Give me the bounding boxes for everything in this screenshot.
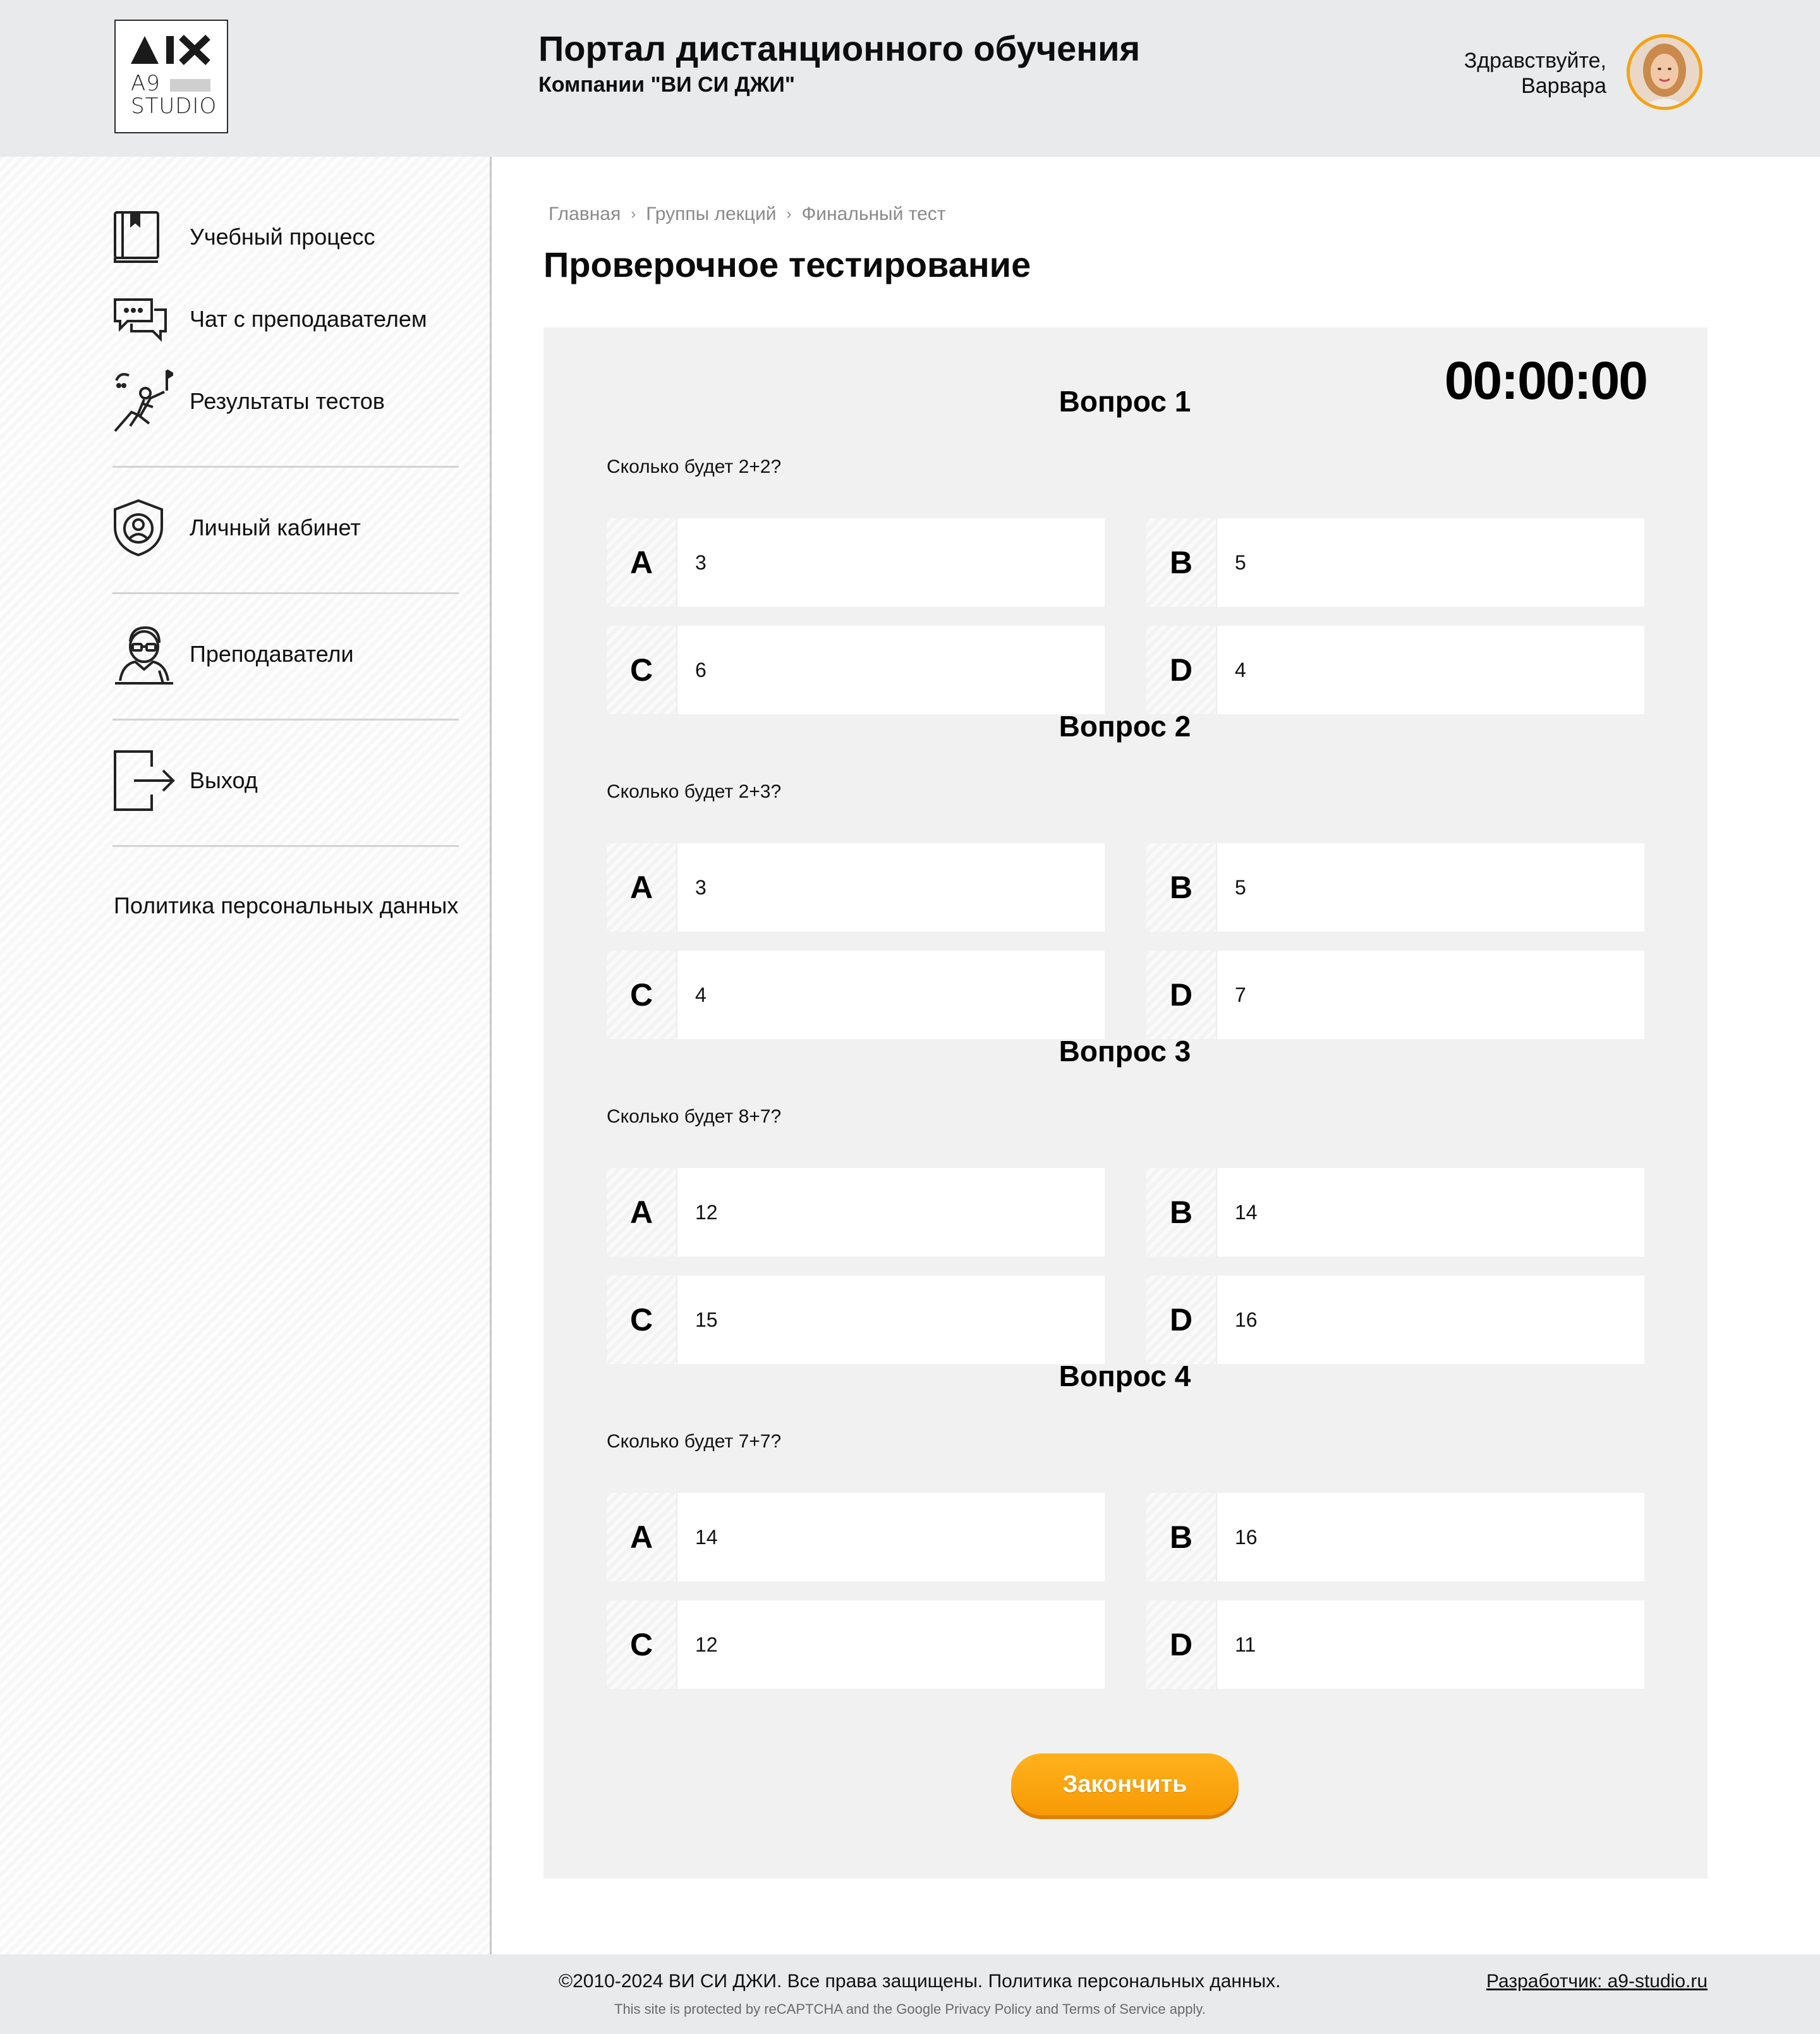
user-avatar-icon <box>1630 37 1699 107</box>
breadcrumb-lecture-groups[interactable]: Группы лекций <box>646 204 777 224</box>
user-name: Варвара <box>1521 74 1606 98</box>
answer-letter: B <box>1146 1168 1217 1257</box>
answer-letter: D <box>1146 626 1217 714</box>
chat-icon <box>112 288 176 351</box>
answer-option[interactable] <box>607 1276 1105 1364</box>
answer-value: 14 <box>1235 1200 1258 1224</box>
portal-title: Портал дистанционного обучения <box>538 28 1141 68</box>
sidebar-item-label: Личный кабинет <box>190 515 361 540</box>
logout-icon <box>112 749 176 812</box>
sidebar-item-learning[interactable] <box>112 205 466 269</box>
answer-option[interactable] <box>607 1168 1105 1257</box>
greeting-text: Здравствуйте, <box>1464 49 1606 73</box>
answer-letter: A <box>607 1168 677 1257</box>
portal-subtitle: Компании "ВИ СИ ДЖИ" <box>538 73 795 97</box>
answer-option[interactable] <box>1146 626 1644 714</box>
sidebar-divider <box>112 845 459 847</box>
answer-option[interactable] <box>1146 951 1644 1039</box>
sidebar-item-chat[interactable] <box>112 288 466 351</box>
sidebar-divider <box>112 466 459 468</box>
logo-text-a9: A9 <box>131 71 161 96</box>
breadcrumb <box>549 204 946 225</box>
sidebar-item-results[interactable] <box>112 370 466 433</box>
chevron-right-icon: › <box>786 205 792 222</box>
answer-value: 16 <box>1235 1308 1258 1331</box>
privacy-policy-link[interactable]: Политика персональных данных <box>114 892 459 918</box>
answer-value: 12 <box>695 1633 718 1656</box>
answer-option[interactable] <box>1146 1168 1644 1257</box>
answer-option[interactable] <box>1146 1276 1644 1364</box>
answer-value: 15 <box>695 1308 718 1331</box>
book-icon <box>112 205 176 269</box>
answer-option[interactable] <box>1146 518 1644 607</box>
sidebar-divider <box>112 592 459 594</box>
footer-recaptcha-notice: This site is protected by reCAPTCHA and the Google Privacy Policy and Terms of Service apply. <box>614 2001 1206 2017</box>
footer <box>0 1954 1820 2034</box>
answer-value: 5 <box>1235 551 1246 574</box>
page-title: Проверочное тестирование <box>543 245 1031 284</box>
answer-letter: A <box>607 1493 677 1581</box>
answer-option[interactable] <box>607 1493 1105 1581</box>
answer-value: 5 <box>1235 875 1246 899</box>
answer-value: 7 <box>1235 983 1246 1006</box>
user-greeting <box>1354 48 1606 99</box>
question-title: Вопрос 1 <box>1059 385 1191 418</box>
finish-button[interactable]: Закончить <box>1011 1753 1239 1815</box>
question-text: Сколько будет 8+7? <box>607 1106 782 1127</box>
question-title: Вопрос 2 <box>1059 710 1191 743</box>
answer-option[interactable] <box>1146 1600 1644 1689</box>
logo-mark-icon <box>116 21 229 71</box>
logo-text-studio: STUDIO <box>131 94 217 119</box>
sidebar-item-label: Преподаватели <box>190 641 354 667</box>
answer-option[interactable] <box>1146 1493 1644 1581</box>
answer-letter: D <box>1146 1600 1217 1689</box>
answer-letter: C <box>607 626 677 714</box>
question-title: Вопрос 3 <box>1059 1035 1191 1068</box>
answer-option[interactable] <box>607 518 1105 607</box>
question-title: Вопрос 4 <box>1059 1360 1191 1392</box>
answer-option[interactable] <box>607 626 1105 714</box>
company-logo[interactable] <box>114 20 228 133</box>
sidebar-item-logout[interactable] <box>112 749 466 812</box>
answer-option[interactable] <box>607 951 1105 1039</box>
answer-value: 3 <box>695 875 707 899</box>
answer-value: 6 <box>695 658 707 681</box>
answer-letter: C <box>607 951 677 1039</box>
question-text: Сколько будет 2+2? <box>607 456 782 477</box>
answer-letter: C <box>607 1600 677 1689</box>
answer-value: 16 <box>1235 1525 1258 1549</box>
answer-letter: A <box>607 843 677 932</box>
answer-letter: A <box>607 518 677 607</box>
answer-value: 12 <box>695 1200 718 1224</box>
answer-letter: B <box>1146 1493 1217 1581</box>
answer-value: 11 <box>1235 1633 1256 1656</box>
answer-value: 3 <box>695 551 707 574</box>
answer-letter: D <box>1146 951 1217 1039</box>
question-text: Сколько будет 2+3? <box>607 781 782 802</box>
question-text: Сколько будет 7+7? <box>607 1431 782 1452</box>
chevron-right-icon: › <box>631 205 636 222</box>
sidebar-item-teachers[interactable] <box>112 623 466 686</box>
sidebar-item-label: Результаты тестов <box>190 388 385 414</box>
header <box>0 0 1820 157</box>
answer-letter: D <box>1146 1276 1217 1364</box>
avatar[interactable] <box>1627 34 1702 110</box>
teacher-icon <box>112 623 176 686</box>
developer-link[interactable]: Разработчик: a9-studio.ru <box>1486 1971 1708 1992</box>
answer-value: 14 <box>695 1525 718 1549</box>
answer-option[interactable] <box>607 843 1105 932</box>
answer-letter: B <box>1146 843 1217 932</box>
answer-letter: B <box>1146 518 1217 607</box>
sidebar-divider <box>112 719 459 721</box>
footer-copyright: ©2010-2024 ВИ СИ ДЖИ. Все права защищены. Политика персональных данных. <box>559 1971 1281 1992</box>
answer-option[interactable] <box>607 1600 1105 1689</box>
answer-value: 4 <box>695 983 707 1006</box>
breadcrumb-home[interactable]: Главная <box>549 204 621 224</box>
timer: 00:00:00 <box>1444 351 1647 410</box>
answer-value: 4 <box>1235 658 1246 681</box>
shield-user-icon <box>112 496 176 559</box>
answer-option[interactable] <box>1146 843 1644 932</box>
sidebar-item-account[interactable] <box>112 496 466 559</box>
sidebar-item-label: Выход <box>190 767 258 793</box>
climber-icon <box>112 370 176 433</box>
sidebar-item-label: Учебный процесс <box>190 224 375 250</box>
answer-letter: C <box>607 1276 677 1364</box>
sidebar-item-label: Чат с преподавателем <box>190 306 427 332</box>
breadcrumb-current: Финальный тест <box>801 204 946 224</box>
